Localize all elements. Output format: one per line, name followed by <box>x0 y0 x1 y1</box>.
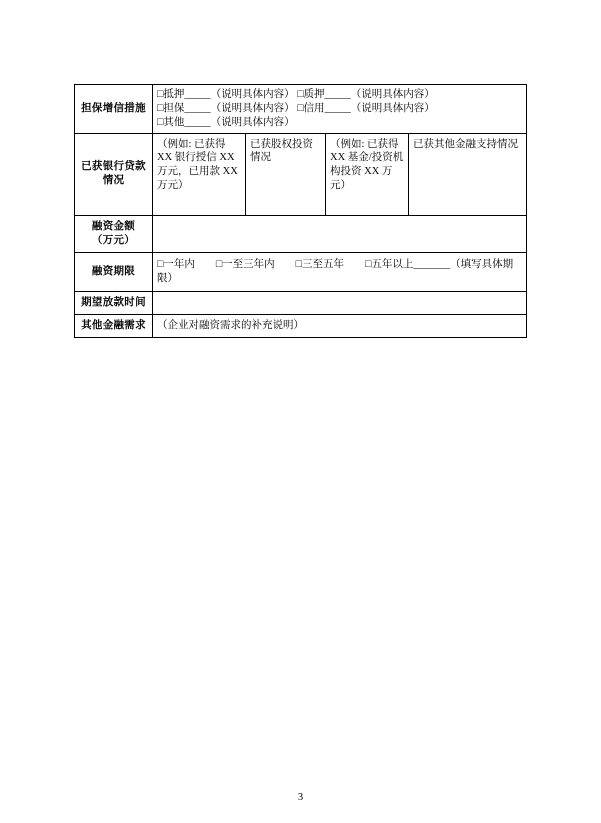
table-row-expected-date <box>75 291 527 314</box>
row-label-expected-date: 期望放款时间 <box>75 291 153 314</box>
table-row-financing-amount <box>75 215 527 252</box>
expected-date-value[interactable] <box>153 291 527 314</box>
other-needs-value[interactable]: （企业对融资需求的补充说明） <box>153 314 527 337</box>
financing-amount-value[interactable] <box>153 215 527 252</box>
row-label-bank-loan <box>75 133 153 215</box>
table-row-guarantee <box>75 85 527 134</box>
row-label-financing-amount-line2: （万元） <box>91 234 136 246</box>
row-label-other-needs: 其他金融需求 <box>75 314 153 337</box>
row-label-bank-loan-line2: 情况 <box>102 175 125 187</box>
equity-investment-label-cell: 已获股权投资情况 <box>246 133 326 215</box>
row-label-financing-term: 融资期限 <box>75 252 153 291</box>
row-label-guarantee: 担保增信措施 <box>75 85 153 134</box>
table-row-bank-loan <box>75 133 527 215</box>
row-label-bank-loan-line1: 已获银行贷款 <box>81 161 146 173</box>
guarantee-line-2: □担保_____（说明具体内容） □信用_____（说明具体内容） <box>157 102 435 114</box>
equity-investment-example-cell[interactable]: （例如: 已获得 XX 基金/投资机构投资 XX 万元） <box>326 133 409 215</box>
financing-requirement-table <box>74 84 527 338</box>
financing-term-options[interactable]: □一年内 □一至三年内 □三至五年 □五年以上_______（填写具体期限） <box>153 252 527 291</box>
guarantee-line-3: □其他_____（说明具体内容） <box>157 116 295 128</box>
table-row-other-needs <box>75 314 527 337</box>
table-row-financing-term <box>75 252 527 291</box>
row-label-financing-amount <box>75 215 153 252</box>
guarantee-line-1: □抵押_____（说明具体内容） □质押_____（说明具体内容） <box>157 89 435 100</box>
page-number: 3 <box>297 792 304 803</box>
bank-loan-example-cell[interactable]: （例如: 已获得 XX 银行授信 XX 万元，已用款 XX 万元） <box>153 133 246 215</box>
row-label-financing-amount-line1: 融资金额 <box>91 220 136 232</box>
row-content-guarantee <box>153 85 527 134</box>
other-financial-support-cell: 已获其他金融支持情况 <box>409 133 527 215</box>
